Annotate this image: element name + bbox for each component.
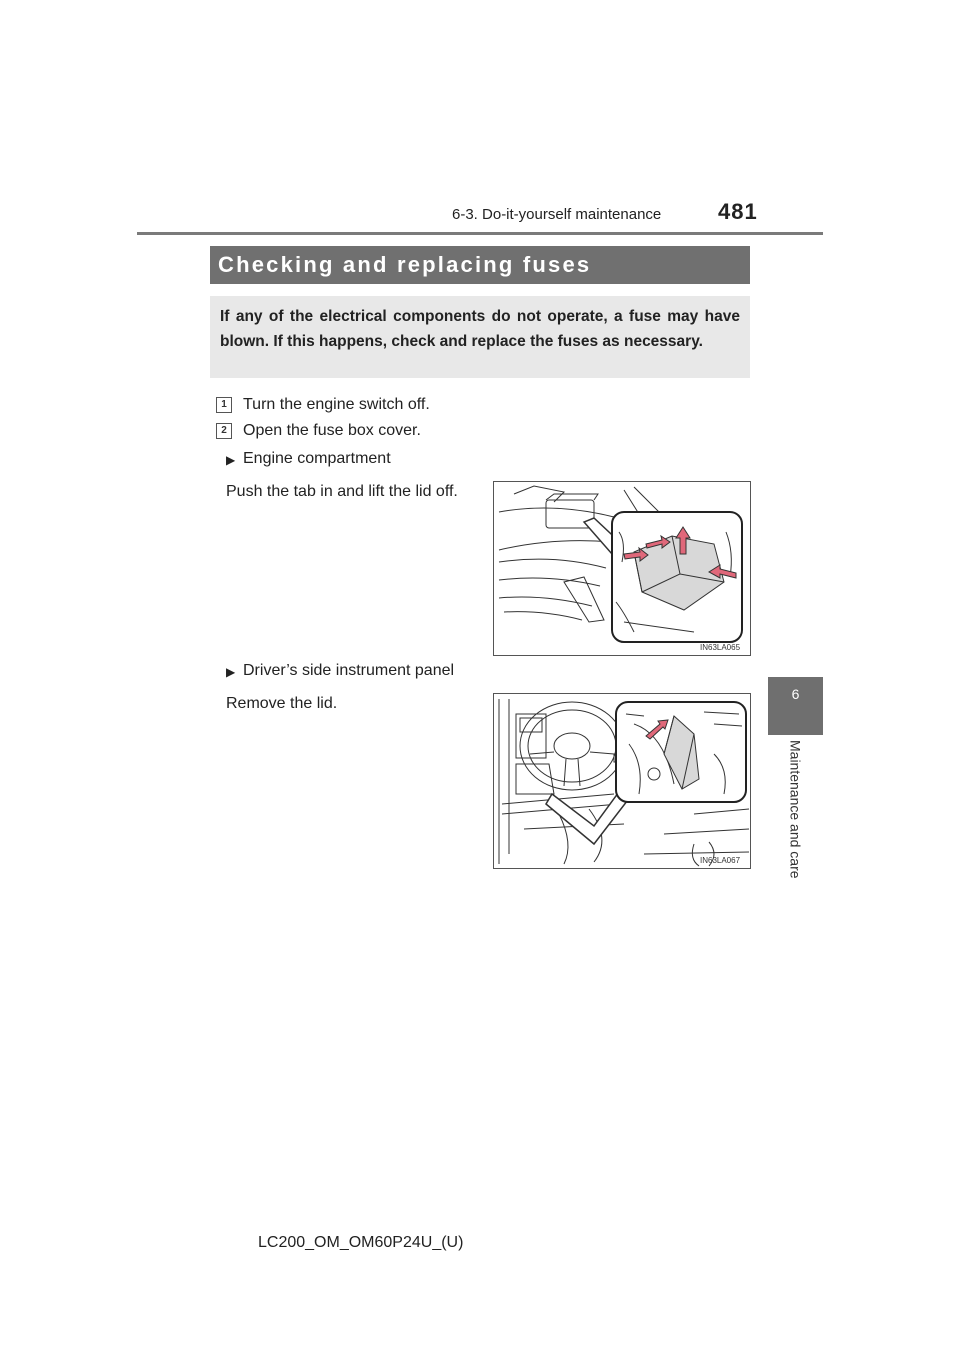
header-divider <box>137 232 823 235</box>
step-2-number: 2 <box>216 423 232 439</box>
header-section-title: 6-3. Do-it-yourself maintenance <box>452 206 662 223</box>
intro-text: If any of the electrical components do not operate, a fuse may have blown. If this happens, check and replace the fuses as necessary. <box>220 308 740 350</box>
chapter-label-wrap <box>768 740 823 890</box>
triangle-right-icon: ▶ <box>226 453 236 467</box>
chapter-number: 6 <box>791 686 800 702</box>
page-number: 481 <box>718 199 758 224</box>
step-1-text: Turn the engine switch off. <box>243 396 430 413</box>
document-code: LC200_OM_OM60P24U_(U) <box>258 1234 464 1251</box>
section-title: Checking and replacing fuses <box>218 252 592 277</box>
engine-fusebox-illustration <box>494 482 750 655</box>
instrument-panel-figure <box>493 693 751 869</box>
figure-code-2: IN63LA067 <box>700 856 741 865</box>
chapter-label: Maintenance and care <box>787 740 804 879</box>
instrument-panel-illustration <box>494 694 750 868</box>
engine-compartment-figure <box>493 481 751 656</box>
location-1-heading: Engine compartment <box>243 450 391 467</box>
step-2-text: Open the fuse box cover. <box>243 422 421 439</box>
location-1-instruction: Push the tab in and lift the lid off. <box>226 483 458 500</box>
location-2-heading: Driver’s side instrument panel <box>243 662 455 679</box>
location-2-instruction: Remove the lid. <box>226 695 338 712</box>
triangle-right-icon: ▶ <box>226 665 236 679</box>
step-1-number: 1 <box>216 397 232 413</box>
figure-code-1: IN63LA065 <box>700 643 741 652</box>
